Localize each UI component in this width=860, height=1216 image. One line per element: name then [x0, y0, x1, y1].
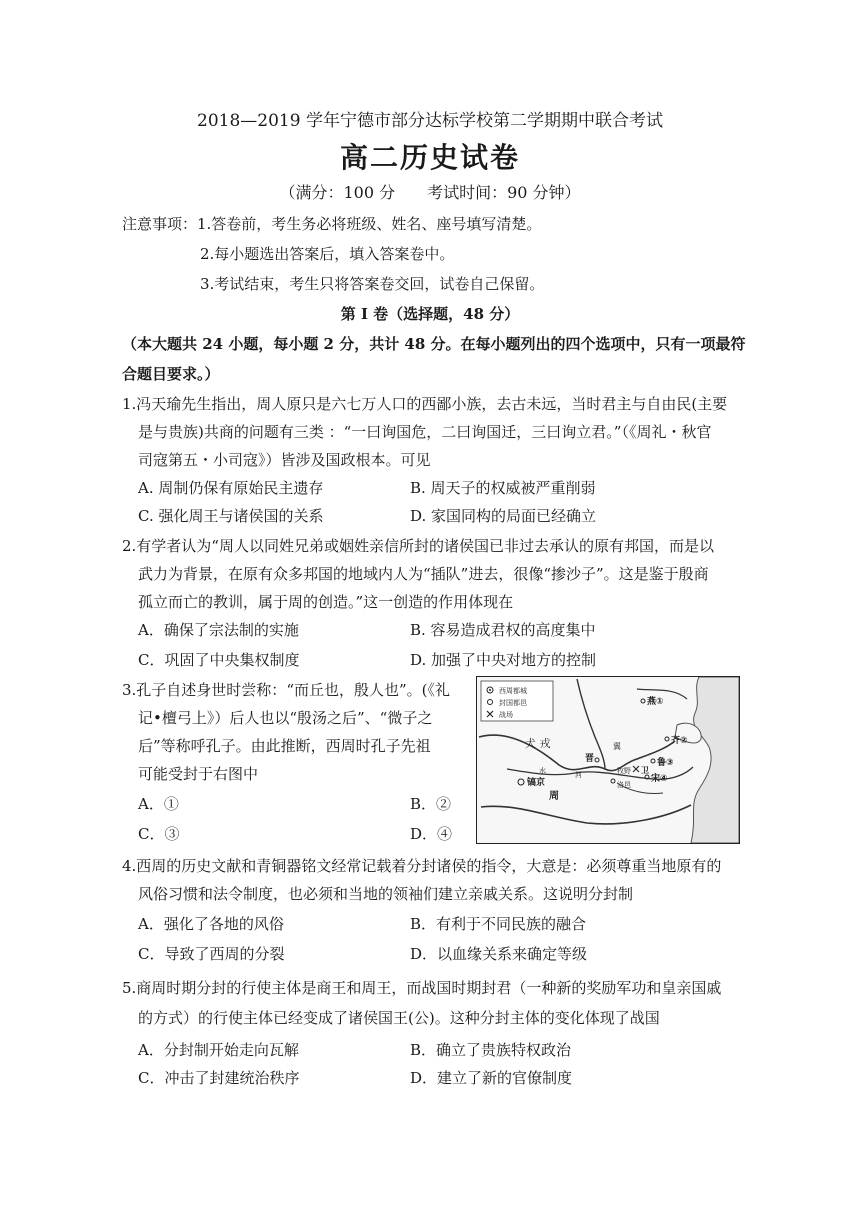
- legend-capital: 西周都城: [499, 687, 527, 695]
- western-zhou-map: [476, 676, 740, 844]
- fief-symbol-icon: [665, 737, 669, 741]
- q2-option-c: C．巩固了中央集权制度: [138, 651, 300, 669]
- q4-option-a: A．强化了各地的风俗: [138, 915, 284, 933]
- q2-stem-line: 武力为背景，在原有众多邦国的地域内人为“插队”进去，很像“掺沙子”。这是鉴于殷商: [138, 565, 709, 583]
- q2-stem-line: 孤立而亡的教训，属于周的创造。”这一创造的作用体现在: [138, 593, 514, 611]
- q4-stem-line: 风俗习惯和法令制度，也必须和当地的领袖们建立亲戚关系。这说明分封制: [138, 885, 634, 903]
- q2-stem-line: 2.有学者认为“周人以同姓兄弟或姻姓亲信所封的诸侯国已非过去承认的原有邦国，而是以: [122, 537, 714, 555]
- fief-symbol-icon: [641, 699, 645, 703]
- section-title: 第 I 卷（选择题，48 分）: [340, 305, 520, 323]
- label-wei: 卫: [641, 766, 649, 775]
- huai-river-line: [481, 805, 691, 824]
- q4-option-d: D．以血缘关系来确定等级: [410, 945, 588, 963]
- capital-symbol-icon: [518, 779, 524, 785]
- q5-option-b: B．确立了贵族特权政治: [410, 1041, 572, 1059]
- exam-title: 高二历史试卷: [339, 141, 520, 174]
- q1-option-b: B. 周天子的权威被严重削弱: [410, 479, 596, 497]
- q4-option-b: B．有利于不同民族的融合: [410, 915, 587, 933]
- q3-stem-line: 可能受封于右图中: [138, 765, 259, 783]
- fief-symbol-icon: [595, 758, 599, 762]
- label-yi: 翼: [613, 742, 621, 751]
- q5-stem-line: 5.商周时期分封的行使主体是商王和周王，而战国时期封君（一种新的奖励军功和皇亲国戚: [122, 979, 722, 997]
- q3-option-b: B．②: [410, 795, 452, 813]
- section-instructions-1: （本大题共 24 小题，每小题 2 分，共计 48 分。在每小题列出的四个选项中，只有一项最符: [122, 335, 746, 353]
- q4-option-c: C．导致了西周的分裂: [138, 945, 285, 963]
- q5-stem-line: 的方式）的行使主体已经变成了诸侯国王(公)。这种分封主体的变化体现了战国: [138, 1009, 660, 1027]
- q5-option-c: C．冲击了封建统治秩序: [138, 1069, 300, 1087]
- label-river: 河: [575, 771, 582, 779]
- map-drawing: [477, 677, 739, 843]
- notes-line-3: 3.考试结束，考生只将答案卷交回，试卷自己保留。: [200, 275, 545, 293]
- label-haojing: 镐京: [527, 778, 546, 788]
- q1-stem-line: 是与贵族)共商的问题有三类 ：“一曰询国危，二曰询国迁，三曰询立君。”（《周礼・秋官: [138, 423, 712, 441]
- label-water: 水: [539, 767, 546, 775]
- fief-symbol-icon: [651, 759, 655, 763]
- q1-option-c: C. 强化周王与诸侯国的关系: [138, 507, 324, 525]
- sea-area: [691, 677, 739, 843]
- q1-option-a: A. 周制仍保有原始民主遗存: [138, 479, 324, 497]
- label-jin: 晋: [585, 754, 595, 764]
- label-yan: 燕①: [647, 697, 664, 707]
- q5-option-d: D．建立了新的官僚制度: [410, 1069, 573, 1087]
- q5-option-a: A．分封制开始走向瓦解: [138, 1041, 299, 1059]
- q3-stem-line: 后”等称呼孔子。由此推断，西周时孔子先祖: [138, 737, 431, 755]
- label-muye: 牧野: [617, 767, 631, 775]
- q1-stem-line: 1.冯天瑜先生指出，周人原只是六七万人口的西鄙小族，去古未远，当时君主与自由民(主要: [122, 395, 728, 413]
- q2-option-b: B. 容易造成君权的高度集中: [410, 621, 596, 639]
- q1-option-d: D. 家国同构的局面已经确立: [410, 507, 597, 525]
- section-instructions-2: 合题目要求。）: [122, 365, 220, 383]
- q3-stem-line: 记•檀弓上》）后人也以“殷汤之后”、“微子之: [138, 709, 433, 727]
- label-song: 宋④: [651, 774, 668, 784]
- q3-option-c: C．③: [138, 825, 180, 843]
- legend-battlefield: 战场: [499, 711, 513, 719]
- q3-option-a: A．①: [138, 795, 179, 813]
- q4-stem-line: 4.西周的历史文献和青铜器铭文经常记载着分封诸侯的指令，大意是：必须尊重当地原有的: [122, 857, 722, 875]
- notes-line-2: 2.每小题选出答案后，填入答案卷中。: [200, 245, 455, 263]
- battlefield-symbol-icon: [633, 766, 639, 772]
- exam-subtitle: 2018—2019 学年宁德市部分达标学校第二学期期中联合考试: [197, 111, 663, 131]
- q1-stem-line: 司寇第五・小司寇》）皆涉及国政根本。可见: [138, 451, 431, 469]
- label-qi: 齐②: [671, 736, 688, 746]
- notes-line-1: 注意事项：1.答卷前，考生务必将班级、姓名、座号填写清楚。: [122, 215, 542, 233]
- q2-option-d: D. 加强了中央对地方的控制: [410, 651, 597, 669]
- map-legend: [481, 681, 553, 721]
- exam-meta: （满分：100 分 考试时间：90 分钟）: [279, 183, 581, 202]
- q2-option-a: A．确保了宗法制的实施: [138, 621, 299, 639]
- label-lu: 鲁③: [657, 758, 674, 768]
- legend-fief: 封国都邑: [499, 699, 527, 707]
- label-luoyi: 洛邑: [617, 781, 631, 789]
- q3-stem-line: 3.孔子自述身世时尝称：“而丘也，殷人也”。(《礼: [122, 681, 451, 699]
- fief-symbol-icon: [611, 779, 615, 783]
- label-zhou: 周: [549, 791, 559, 802]
- label-quanrong: 犬 戎: [525, 737, 551, 750]
- q3-option-d: D．④: [410, 825, 453, 843]
